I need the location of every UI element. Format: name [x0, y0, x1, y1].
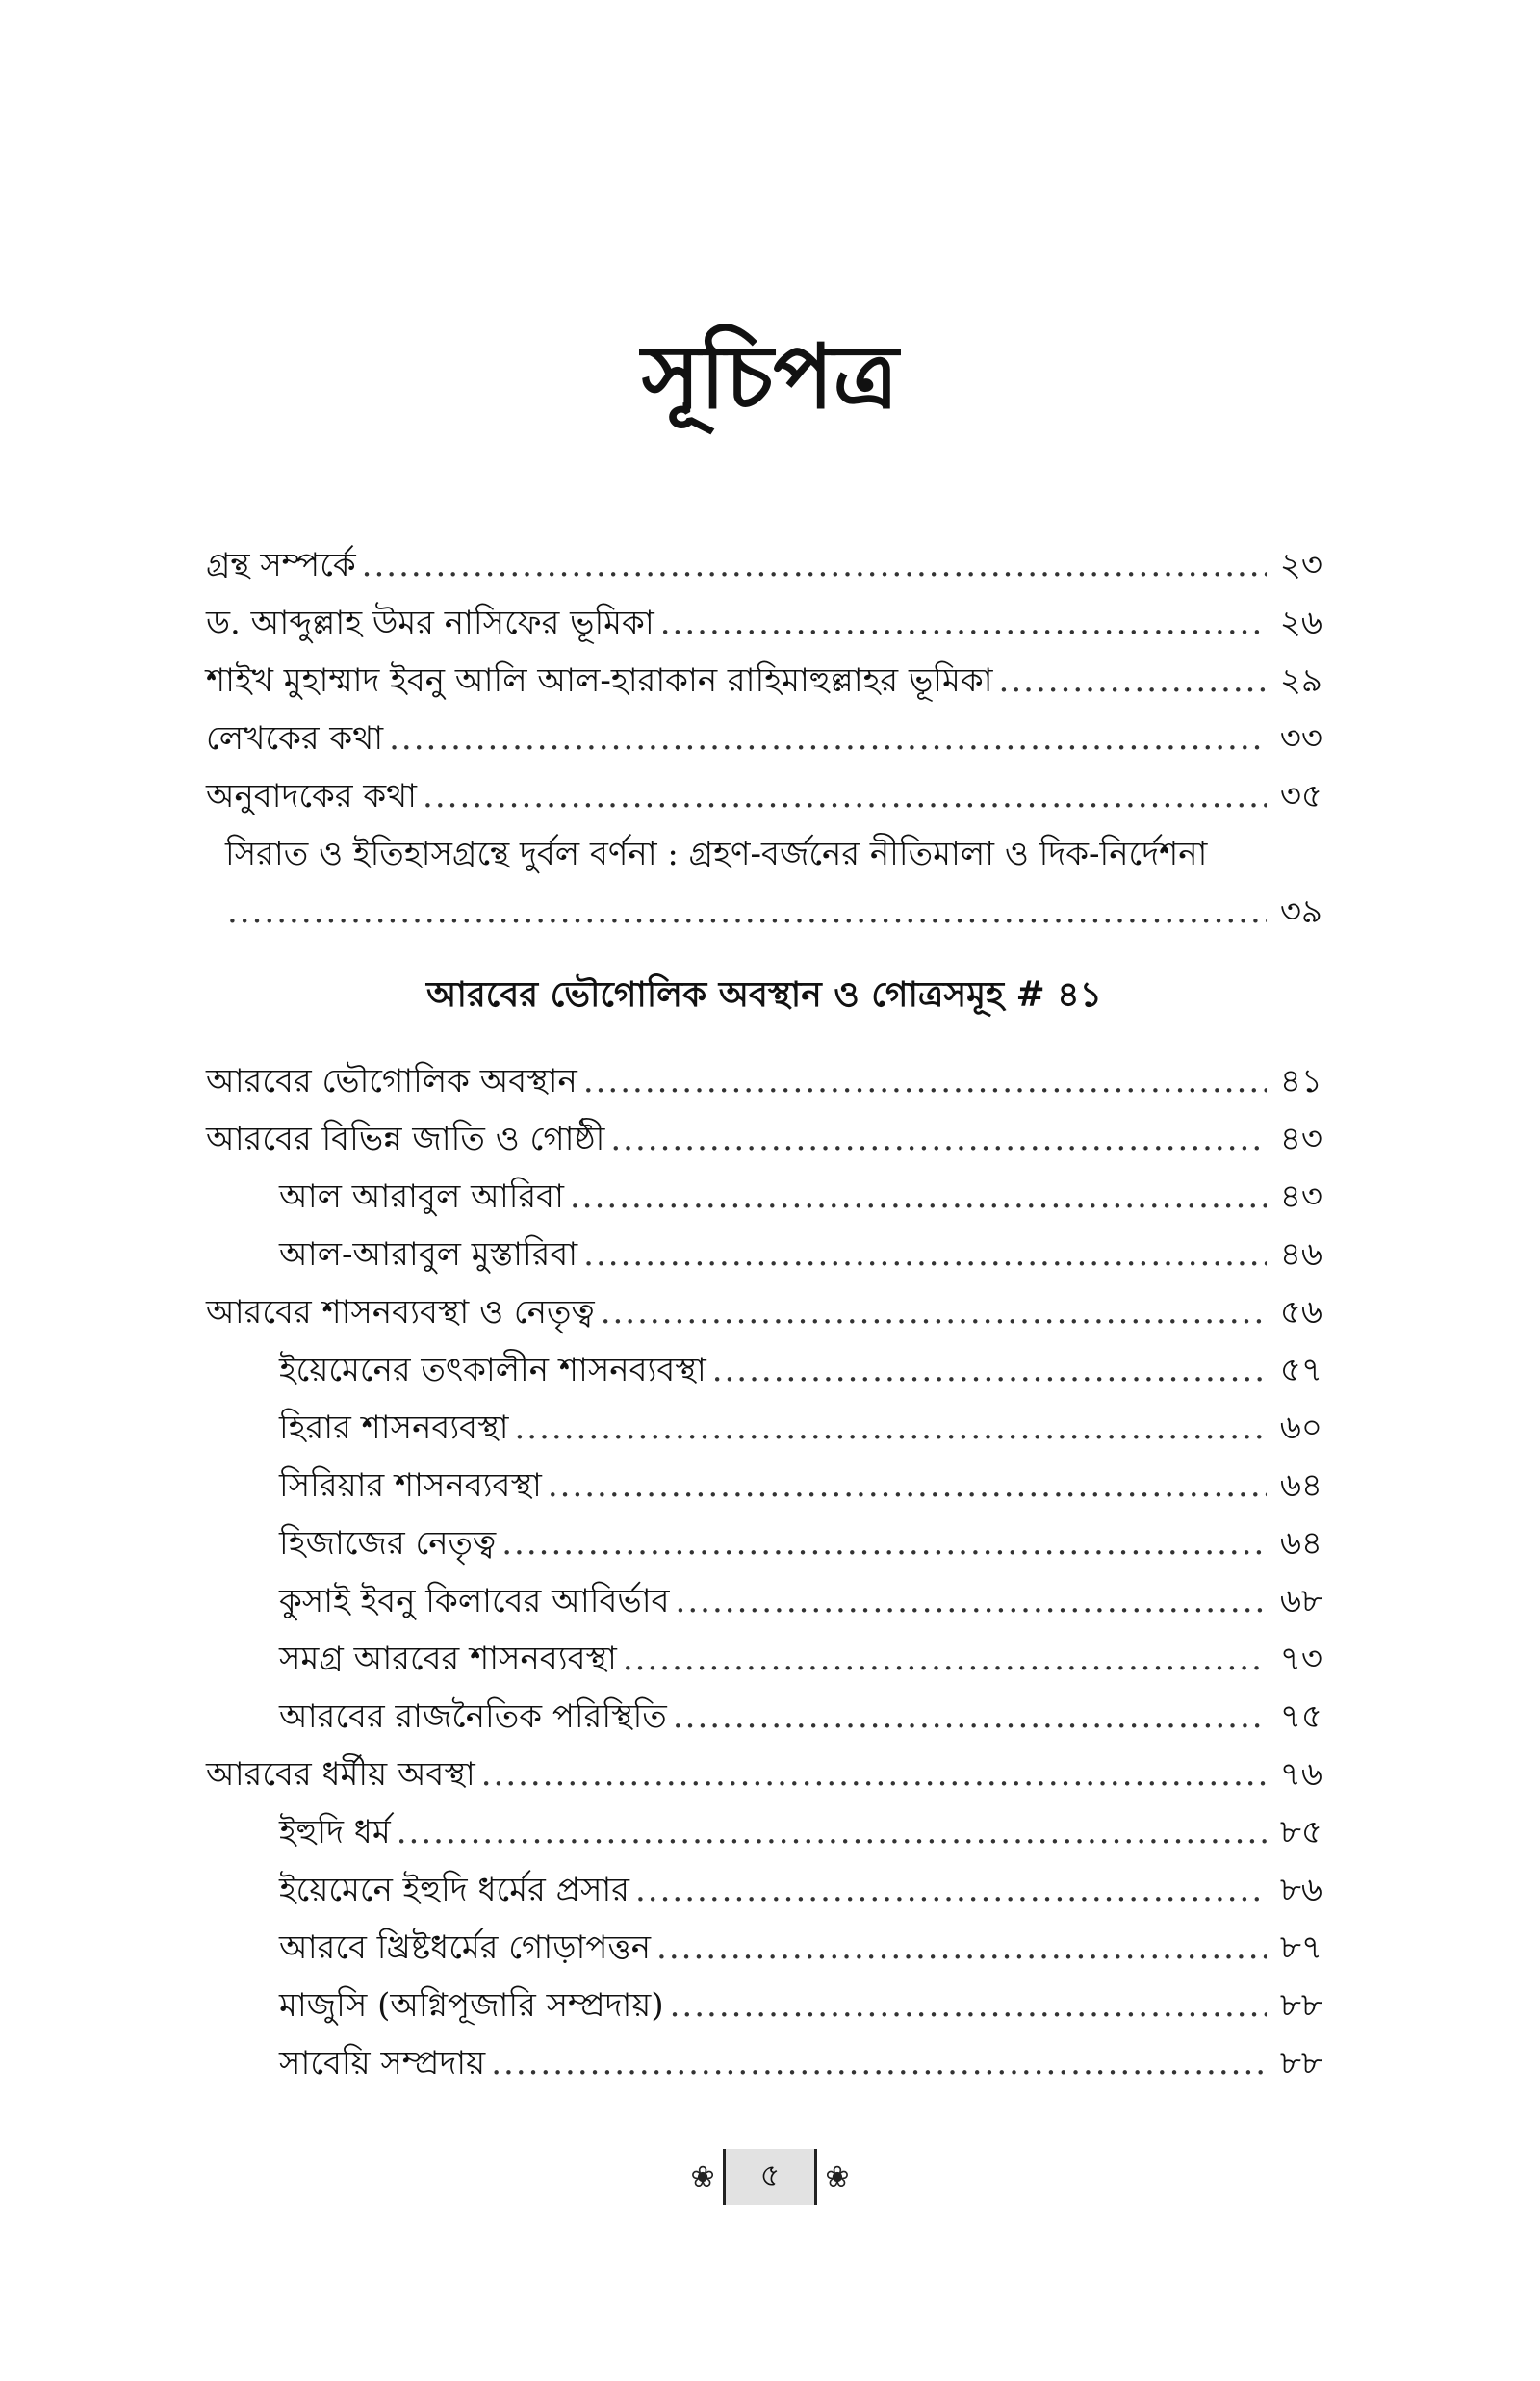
dot-leader — [583, 1235, 1267, 1275]
dot-leader — [999, 661, 1267, 701]
toc-entry-page: ২৬ — [1279, 604, 1322, 643]
toc-entry-page: ৩৫ — [1279, 777, 1322, 816]
toc-entry[interactable] — [206, 528, 1322, 585]
toc-entry[interactable] — [206, 1275, 1322, 1333]
dot-leader — [660, 604, 1267, 643]
toc-entry[interactable] — [206, 1333, 1322, 1390]
dot-leader — [397, 1813, 1267, 1852]
toc-entry[interactable] — [206, 1506, 1322, 1564]
toc-entry-label: শাইখ মুহাম্মাদ ইবনু আলি আল-হারাকান রাহিমাহুল্লাহর ভূমিকা — [206, 661, 993, 701]
toc-entry-label: আরবে খ্রিষ্টধর্মের গোড়াপত্তন — [279, 1928, 652, 1968]
toc-entry-page: ৫৬ — [1279, 1293, 1322, 1333]
toc-entry[interactable] — [206, 1101, 1322, 1159]
toc-entry[interactable] — [206, 1564, 1322, 1621]
dot-leader — [548, 1466, 1267, 1506]
toc-entry-label: আরবের ধর্মীয় অবস্থা — [206, 1755, 475, 1795]
dot-leader — [635, 1871, 1267, 1910]
dot-leader — [570, 1178, 1267, 1217]
toc-entry[interactable] — [206, 1217, 1322, 1275]
toc-entry-label: অনুবাদকের কথা — [206, 777, 418, 816]
toc-entry[interactable] — [206, 643, 1322, 701]
toc-entry[interactable] — [206, 2026, 1322, 2083]
intro-entries — [206, 528, 1322, 816]
toc-entry[interactable] — [206, 701, 1322, 759]
toc-entry-page: ৮৬ — [1279, 1871, 1322, 1910]
toc-entry[interactable] — [206, 1448, 1322, 1506]
dot-leader — [583, 1062, 1267, 1101]
toc-entry-label: সিরাত ও ইতিহাসগ্রন্থে দুর্বল বর্ণনা : গ্রহণ-বর্জনের নীতিমালা ও দিক-নির্দেশনা — [225, 835, 1208, 874]
toc-entry-wrapped[interactable] — [206, 816, 1322, 932]
toc-entry[interactable] — [206, 1795, 1322, 1852]
toc-entry-page: ৪১ — [1279, 1062, 1322, 1101]
dot-leader — [501, 1524, 1267, 1564]
toc-entry-label: আরবের ভৌগোলিক অবস্থান — [206, 1062, 578, 1101]
dot-leader — [601, 1293, 1267, 1333]
toc-entry-page: ৮৮ — [1279, 2044, 1322, 2083]
toc-entry[interactable] — [206, 1910, 1322, 1968]
toc-entry-continuation — [206, 874, 1322, 932]
toc-entry[interactable] — [206, 1621, 1322, 1679]
toc-entry-page: ৪৬ — [1279, 1235, 1322, 1275]
toc-entry-page: ২৩ — [1279, 546, 1322, 585]
toc-entry-page: ৮৭ — [1279, 1928, 1322, 1968]
toc-entry[interactable] — [206, 1968, 1322, 2026]
dot-leader — [623, 1640, 1267, 1679]
toc-entry[interactable] — [206, 759, 1322, 816]
toc-entry-page: ৬৪ — [1279, 1524, 1322, 1564]
toc-entry-label: মাজুসি (অগ্নিপূজারি সম্প্রদায়) — [279, 1986, 664, 2026]
page-footer — [0, 2149, 1540, 2205]
toc-entry[interactable] — [206, 1159, 1322, 1217]
toc-entry-label: সমগ্র আরবের শাসনব্যবস্থা — [279, 1640, 617, 1679]
toc-entry-page: ৬৮ — [1279, 1582, 1322, 1621]
toc-entry-label: হিজাজের নেতৃত্ব — [279, 1524, 497, 1564]
dot-leader — [610, 1120, 1267, 1159]
toc-entry[interactable] — [206, 1044, 1322, 1101]
dot-leader — [491, 2044, 1267, 2083]
toc-entry-page: ২৯ — [1279, 661, 1322, 701]
toc-entry-label: আরবের শাসনব্যবস্থা ও নেতৃত্ব — [206, 1293, 595, 1333]
section-entries — [206, 1044, 1322, 2083]
toc-entry-page: ৩৩ — [1279, 719, 1322, 759]
page-title: সূচিপত্র — [641, 324, 899, 428]
toc-entry[interactable] — [206, 1390, 1322, 1448]
ornament-left-icon: ❀ — [690, 2160, 715, 2194]
toc-entry-page: ৮৮ — [1279, 1986, 1322, 2026]
toc-entry-page: ৩৯ — [1279, 893, 1322, 932]
dot-leader — [656, 1928, 1267, 1968]
toc-entry-page: ৬০ — [1279, 1409, 1322, 1448]
toc-entry-label: ইয়েমেনের তৎকালীন শাসনব্যবস্থা — [279, 1351, 706, 1390]
table-of-contents — [206, 528, 1322, 2083]
toc-entry-label: কুসাই ইবনু কিলাবের আবির্ভাব — [279, 1582, 670, 1621]
toc-entry[interactable] — [206, 1737, 1322, 1795]
toc-entry-label: ইহুদি ধর্ম — [279, 1813, 391, 1852]
toc-entry[interactable] — [206, 585, 1322, 643]
dot-leader — [670, 1986, 1267, 2026]
dot-leader — [389, 719, 1267, 759]
dot-leader — [514, 1409, 1267, 1448]
toc-entry-page: ৫৭ — [1279, 1351, 1322, 1390]
toc-entry-page: ৭৫ — [1279, 1697, 1322, 1737]
toc-entry-page: ৪৩ — [1279, 1178, 1322, 1217]
toc-entry[interactable] — [206, 1679, 1322, 1737]
toc-entry-label: সাবেয়ি সম্প্রদায় — [279, 2044, 486, 2083]
dot-leader — [673, 1697, 1267, 1737]
toc-entry-label: লেখকের কথা — [206, 719, 384, 759]
section-heading: আরবের ভৌগোলিক অবস্থান ও গোত্রসমূহ # ৪১ — [426, 974, 1102, 1015]
toc-entry-label: আরবের বিভিন্ন জাতি ও গোষ্ঠী — [206, 1120, 605, 1159]
dot-leader — [227, 893, 1267, 932]
toc-entry-label: আল-আরাবুল মুস্তারিবা — [279, 1235, 578, 1275]
toc-entry-page: ৭৩ — [1279, 1640, 1322, 1679]
toc-entry[interactable] — [206, 1852, 1322, 1910]
dot-leader — [481, 1755, 1267, 1795]
toc-entry-page: ৪৩ — [1279, 1120, 1322, 1159]
toc-entry-label: ড. আব্দুল্লাহ উমর নাসিফের ভূমিকা — [206, 604, 654, 643]
toc-entry-label: গ্রন্থ সম্পর্কে — [206, 546, 356, 585]
dot-leader — [423, 777, 1267, 816]
ornament-right-icon: ❀ — [825, 2160, 850, 2194]
toc-entry-page: ৮৫ — [1279, 1813, 1322, 1852]
dot-leader — [362, 546, 1267, 585]
toc-entry-label: হিরার শাসনব্যবস্থা — [279, 1409, 509, 1448]
toc-entry-label: ইয়েমেনে ইহুদি ধর্মের প্রসার — [279, 1871, 629, 1910]
dot-leader — [712, 1351, 1267, 1390]
toc-entry-page: ৬৪ — [1279, 1466, 1322, 1506]
page-number: ৫ — [723, 2149, 818, 2205]
toc-entry-page: ৭৬ — [1279, 1755, 1322, 1795]
toc-entry-label: সিরিয়ার শাসনব্যবস্থা — [279, 1466, 542, 1506]
toc-entry-label: আরবের রাজনৈতিক পরিস্থিতি — [279, 1697, 667, 1737]
dot-leader — [676, 1582, 1267, 1621]
toc-entry-label: আল আরাবুল আরিবা — [279, 1178, 564, 1217]
